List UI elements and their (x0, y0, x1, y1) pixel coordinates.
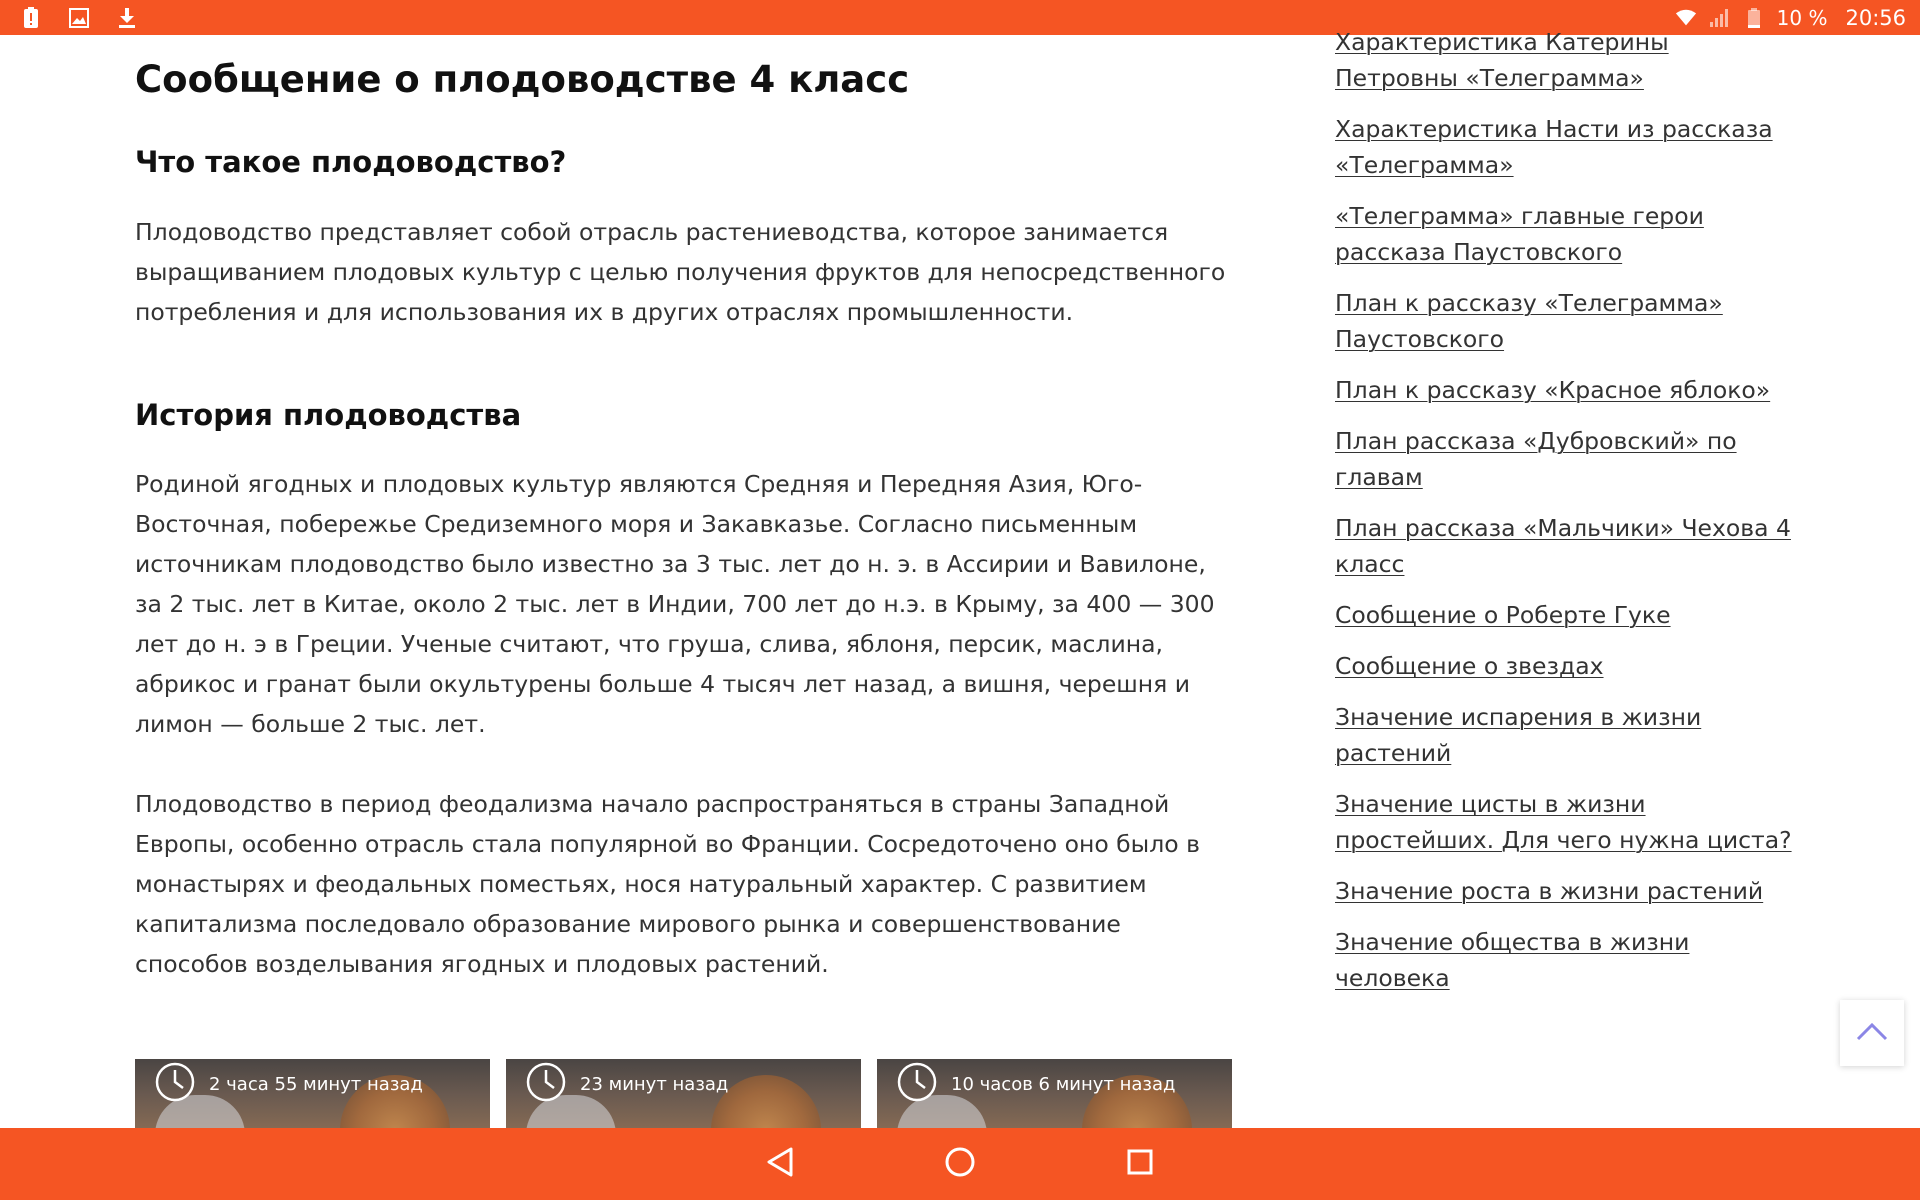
paragraph: Родиной ягодных и плодовых культур являются Средняя и Передняя Азия, Юго-Восточная, побережье Средиземного моря и Закавказье. Согласно письменным источникам плодоводство было известно за 3 тыс. лет до н. э. в Ассирии и Вавилоне, за 2 тыс. лет в Китае, около 2 тыс. лет в Индии, 700 лет до н.э. в Крыму, за 400 — 300 лет до н. э в Греции. Ученые считают, что груша, слива, яблоня, персик, маслина, абрикос и гранат были окультурены больше 4 тысяч лет назад, а вишня, черешня и лимон — больше 2 тыс. лет. (135, 470, 1215, 739)
card-time: 23 минут назад (580, 1074, 729, 1095)
back-icon (765, 1146, 795, 1182)
clock-icon (897, 1062, 937, 1107)
sidebar-link[interactable]: План рассказа «Дубровский» по главам (1335, 427, 1737, 491)
section-heading: История плодоводства (135, 397, 522, 432)
card-meta (526, 1062, 728, 1107)
sidebar-links (1335, 24, 1795, 1011)
sidebar-link[interactable]: Характеристика Насти из рассказа «Телеграмма» (1335, 115, 1773, 179)
card-meta (897, 1062, 1175, 1107)
home-icon (944, 1146, 976, 1182)
sidebar-link[interactable]: Характеристика Катерины Петровны «Телеграмма» (1335, 28, 1669, 92)
article-card[interactable] (877, 1025, 1232, 1128)
download-icon (116, 7, 138, 29)
card-meta (155, 1062, 423, 1107)
sidebar-link[interactable]: «Телеграмма» главные герои рассказа Паустовского (1335, 202, 1704, 266)
recents-icon (1126, 1148, 1154, 1180)
page-title: Сообщение о плодоводстве 4 класс (135, 58, 910, 101)
card-time: 10 часов 6 минут назад (951, 1074, 1176, 1095)
back-button[interactable] (760, 1144, 800, 1184)
article (135, 35, 1235, 1128)
article-card[interactable] (135, 1025, 490, 1128)
sidebar-link[interactable]: Сообщение о Роберте Гуке (1335, 601, 1671, 629)
sidebar-link[interactable]: План рассказа «Мальчики» Чехова 4 класс (1335, 514, 1791, 578)
home-button[interactable] (940, 1144, 980, 1184)
sidebar-link[interactable]: Значение цисты в жизни простейших. Для чего нужна циста? (1335, 790, 1792, 854)
recents-button[interactable] (1120, 1144, 1160, 1184)
navigation-bar (0, 1128, 1920, 1200)
paragraph: Плодоводство в период феодализма начало распространяться в страны Западной Европы, особенно отрасль стала популярной во Франции. Сосредоточено оно было в монастырях и феодальных поместьях, нося натуральный характер. С развитием капитализма последовало образование мирового рынка и совершенствование способов возделывания ягодных и плодовых растений. (135, 790, 1200, 979)
clock-icon (526, 1062, 566, 1107)
clock: 20:56 (1845, 5, 1906, 30)
sidebar-link[interactable]: Сообщение о звездах (1335, 652, 1604, 680)
sidebar-link[interactable]: Значение общества в жизни человека (1335, 928, 1690, 992)
sidebar-link[interactable]: Значение испарения в жизни растений (1335, 703, 1702, 767)
battery-percent: 10 % (1776, 5, 1828, 30)
scroll-to-top-button[interactable] (1840, 1000, 1904, 1066)
clock-icon (155, 1062, 195, 1107)
card-time: 2 часа 55 минут назад (209, 1074, 423, 1095)
chevron-up-icon (1855, 1020, 1889, 1046)
sidebar-link[interactable]: План к рассказу «Телеграмма» Паустовского (1335, 289, 1723, 353)
sidebar-link[interactable]: Значение роста в жизни растений (1335, 877, 1764, 905)
battery-alert-icon (20, 7, 42, 29)
related-articles (135, 1025, 1232, 1128)
paragraph: Плодоводство представляет собой отрасль растениеводства, которое занимается выращиванием плодовых культур с целью получения фруктов для непосредственного потребления и для использования их в других отраслях промышленности. (135, 217, 1226, 326)
section-heading: Что такое плодоводство? (135, 145, 567, 180)
sidebar-link[interactable]: План к рассказу «Красное яблоко» (1335, 376, 1771, 404)
image-icon (68, 7, 90, 29)
article-card[interactable] (506, 1025, 861, 1128)
